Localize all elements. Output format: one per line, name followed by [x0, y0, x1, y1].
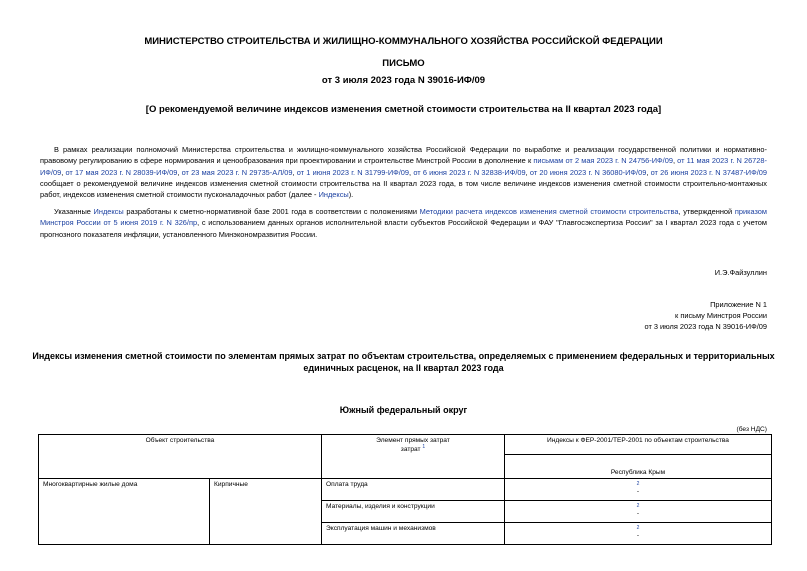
annex-ref: к письму Минстроя России [675, 311, 767, 320]
header-object: Объект строительства [39, 435, 322, 479]
object-name-cell: Многоквартирные жилые дома [39, 479, 210, 545]
link-letter-26-june[interactable]: от 26 июня 2023 г. N 37487-ИФ/09 [650, 167, 767, 177]
document-title: [О рекомендуемой величине индексов изменения сметной стоимости строительства на II квартал 2023 года] [145, 104, 662, 115]
ministry-heading: МИНИСТЕРСТВО СТРОИТЕЛЬСТВА И ЖИЛИЩНО-КОММУНАЛЬНОГО ХОЗЯЙСТВА РОССИЙСКОЙ ФЕДЕРАЦИИ [144, 36, 663, 47]
annex-label: Приложение N 1 [710, 300, 767, 309]
paragraph-method: Указанные Индексы разработаны к сметно-нормативной базе 2001 года в соответствии с положениями Методики расчета индексов изменения сметной стоимости строительства, утвержденной приказом Минстроя России от 5 июня 2019 г. N 326/пр, с использованием данных органов исполнительной власти субъектов Российской Федерации и ФАУ "Главгосэкспертиза России" за I квартал 2023 года с учетом прогнозного показателя инфляции, установленного Минэкономразвития России. [40, 207, 768, 239]
link-methodology[interactable]: Методики расчета индексов изменения сметной стоимости строительства [419, 207, 679, 216]
signature: И.Э.Файзуллин [714, 268, 767, 277]
link-indices-2[interactable]: Индексы [93, 207, 124, 216]
value-cell: 2 - [505, 479, 772, 501]
link-letter-11-may[interactable]: от 11 мая 2023 г. N 26728-ИФ/09 [40, 156, 767, 177]
link-letter-6-june[interactable]: от 6 июня 2023 г. N 32838-ИФ/09 [413, 167, 526, 177]
element-cell: Материалы, изделия и конструкции [322, 501, 505, 523]
indices-table [38, 434, 772, 545]
value-cell: 2 - [505, 501, 772, 523]
footnote-mark[interactable]: 2 [636, 503, 640, 509]
district-heading: Южный федеральный округ [339, 405, 468, 415]
header-indices: Индексы к ФЕР-2001/ТЕР-2001 по объектам строительства [505, 435, 772, 455]
value-cell: 2 - [505, 523, 772, 545]
link-order-326[interactable]: приказом Минстроя России от 5 июня 2019 г. N 326/пр [40, 207, 767, 228]
document-type: ПИСЬМО [382, 58, 425, 69]
table-header-row [39, 435, 772, 455]
footnote-mark[interactable]: 2 [636, 525, 640, 531]
element-cell: Оплата труда [322, 479, 505, 501]
link-letter-23-may[interactable]: от 23 мая 2023 г. N 29735-АЛ/09 [181, 167, 293, 177]
link-letter-1-june[interactable]: от 1 июня 2023 г. N 31799-ИФ/09 [296, 167, 410, 177]
footnote-mark[interactable]: 2 [636, 481, 640, 487]
table-row [39, 479, 772, 501]
link-letter-20-june[interactable]: от 20 июня 2023 г. N 36080-ИФ/09 [529, 167, 647, 177]
vat-note: (без НДС) [736, 426, 767, 433]
document-date-number: от 3 июля 2023 года N 39016-ИФ/09 [321, 75, 486, 86]
footnote-mark[interactable]: 1 [422, 444, 426, 450]
paragraph-intro: В рамках реализации полномочий Министерства строительства и жилищно-коммунального хозяйства Российской Федерации по выработке и реализации государственной политики и нормативно-правовому регулированию в сфере нормирования и ценообразования при проектировании и строительстве Минстрой России в дополнение к письмам от 2 мая 2023 г. N 24756-ИФ/09, от 11 мая 2023 г. N 26728-ИФ/09, от 17 мая 2023 г. N 28039-ИФ/09, от 23 мая 2023 г. N 29735-АЛ/09, от 1 июня 2023 г. N 31799-ИФ/09, от 6 июня 2023 г. N 32838-ИФ/09, от 20 июня 2023 г. N 36080-ИФ/09, от 26 июня 2023 г. N 37487-ИФ/09 сообщает о рекомендуемой величине индексов изменения сметной стоимости строительства на II квартал 2023 года, в том числе величине индексов изменения сметной стоимости строительно-монтажных работ, индексов изменения сметной стоимости пусконаладочных работ (далее - Индексы). [40, 145, 767, 200]
header-region: Республика Крым [505, 455, 772, 479]
element-cell: Эксплуатация машин и механизмов [322, 523, 505, 545]
header-element: Элемент прямых затрат затрат $^1$ [322, 435, 505, 479]
link-letter-17-may[interactable]: от 17 мая 2023 г. N 28039-ИФ/09 [65, 167, 178, 177]
section-title: Индексы изменения сметной стоимости по элементам прямых затрат по объектам строительства, определяемых с применением федеральных и территориальных единичных расценок, на II квартал 2023 года [32, 351, 775, 373]
material-cell: Кирпичные [210, 479, 322, 545]
link-letter-2-may[interactable]: письмам от 2 мая 2023 г. N 24756-ИФ/09 [533, 156, 673, 166]
link-indices[interactable]: Индексы [318, 190, 349, 200]
annex-date: от 3 июля 2023 года N 39016-ИФ/09 [644, 322, 767, 331]
